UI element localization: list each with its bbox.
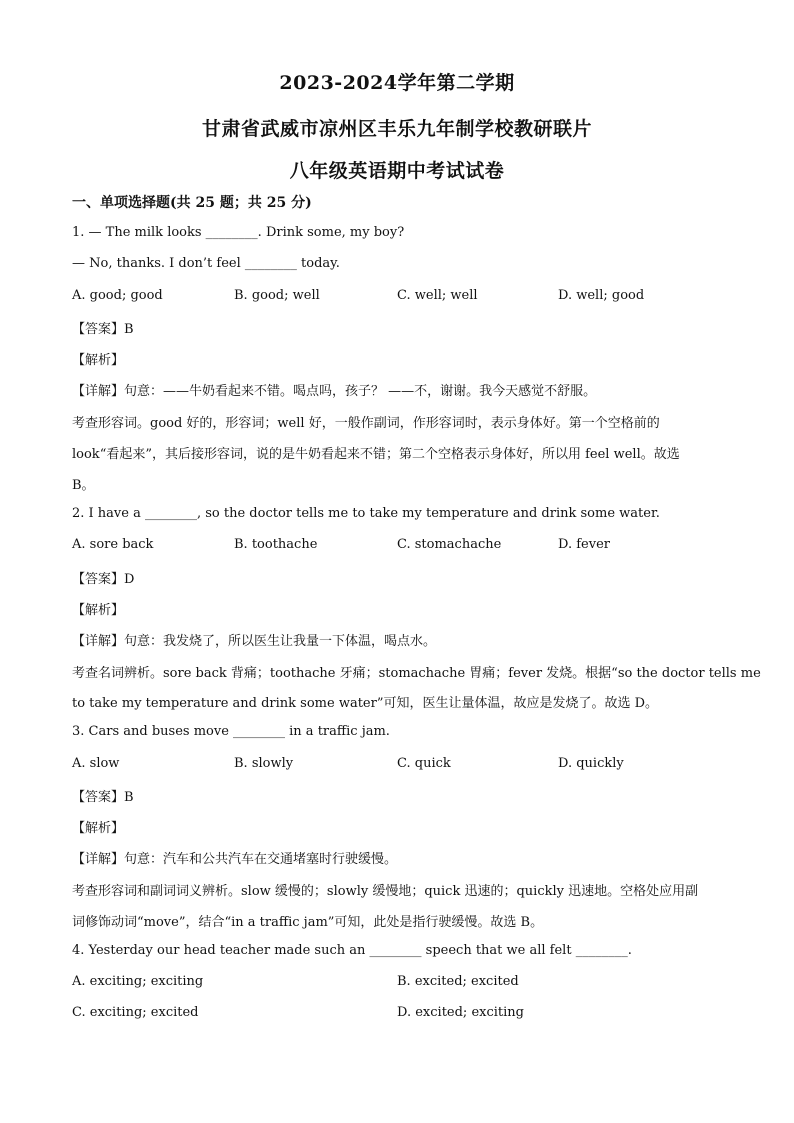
- question-3-explanation-line2: 词修饰动词“move”，结合“in a traffic jam”可知，此处是指行驶缓慢。故选 B。: [72, 915, 544, 930]
- question-4-stem: 4. Yesterday our head teacher made such an ________ speech that we all felt ________.: [72, 943, 632, 958]
- question-3-stem: 3. Cars and buses move ________ in a traffic jam.: [72, 724, 390, 739]
- question-2-option-b: B. toothache: [234, 537, 318, 552]
- exam-title-school: 甘肃省武威市凉州区丰乐九年制学校教研联片: [201, 118, 592, 140]
- question-1-stem-reply: — No, thanks. I don’t feel ________ today.: [72, 256, 340, 271]
- question-3-analysis-label: 【解析】: [72, 821, 125, 836]
- question-2-stem: 2. I have a ________, so the doctor tells me to take my temperature and drink some water.: [72, 506, 660, 521]
- question-2-analysis-label: 【解析】: [72, 603, 125, 618]
- question-4-option-b: B. excited; excited: [397, 974, 519, 989]
- question-1-detail: 【详解】句意：——牛奶看起来不错。喝点吗，孩子？ ——不，谢谢。我今天感觉不舒服。: [72, 384, 597, 399]
- question-2-explanation-line2: to take my temperature and drink some water”可知，医生让量体温，故应是发烧了。故选 D。: [72, 696, 659, 711]
- question-3-option-c: C. quick: [397, 756, 451, 771]
- exam-title-year: 2023-2024学年第二学期: [279, 72, 515, 94]
- question-1-stem: 1. — The milk looks ________. Drink some, my boy?: [72, 225, 405, 240]
- question-1-answer: 【答案】B: [72, 322, 134, 337]
- question-1-option-a: A. good; good: [72, 288, 163, 303]
- question-4-option-c: C. exciting; excited: [72, 1005, 199, 1020]
- question-2-answer: 【答案】D: [72, 572, 135, 587]
- question-3-option-b: B. slowly: [234, 756, 294, 771]
- question-1-option-b: B. good; well: [234, 288, 320, 303]
- question-4-option-a: A. exciting; exciting: [72, 974, 204, 989]
- question-1-option-c: C. well; well: [397, 288, 478, 303]
- question-1-option-d: D. well; good: [558, 288, 645, 303]
- question-2-explanation-line1: 考查名词辨析。sore back 背痛；toothache 牙痛；stomachache 胃痛；fever 发烧。根据“so the doctor tells me: [72, 666, 761, 681]
- question-2-option-d: D. fever: [558, 537, 610, 552]
- question-3-explanation-line1: 考查形容词和副词词义辨析。slow 缓慢的；slowly 缓慢地；quick 迅速的；quickly 迅速地。空格处应用副: [72, 884, 699, 899]
- question-3-answer: 【答案】B: [72, 790, 134, 805]
- question-2-option-a: A. sore back: [72, 537, 154, 552]
- question-2-detail: 【详解】句意：我发烧了，所以医生让我量一下体温，喝点水。: [72, 634, 437, 649]
- question-3-option-d: D. quickly: [558, 756, 624, 771]
- question-1-explanation-line3: B。: [72, 478, 95, 493]
- exam-title-subject: 八年级英语期中考试试卷: [289, 160, 505, 182]
- section-heading: 一、单项选择题(共 25 题；共 25 分): [72, 195, 312, 211]
- question-3-option-a: A. slow: [72, 756, 120, 771]
- question-1-explanation-line2: look“看起来”，其后接形容词，说的是牛奶看起来不错；第二个空格表示身体好，所以用 feel well。故选: [72, 447, 680, 462]
- question-4-option-d: D. excited; exciting: [397, 1005, 524, 1020]
- question-1-analysis-label: 【解析】: [72, 353, 125, 368]
- question-1-explanation-line1: 考查形容词。good 好的，形容词；well 好，一般作副词，作形容词时，表示身体好。第一个空格前的: [72, 416, 660, 431]
- question-2-option-c: C. stomachache: [397, 537, 502, 552]
- question-3-detail: 【详解】句意：汽车和公共汽车在交通堵塞时行驶缓慢。: [72, 852, 398, 867]
